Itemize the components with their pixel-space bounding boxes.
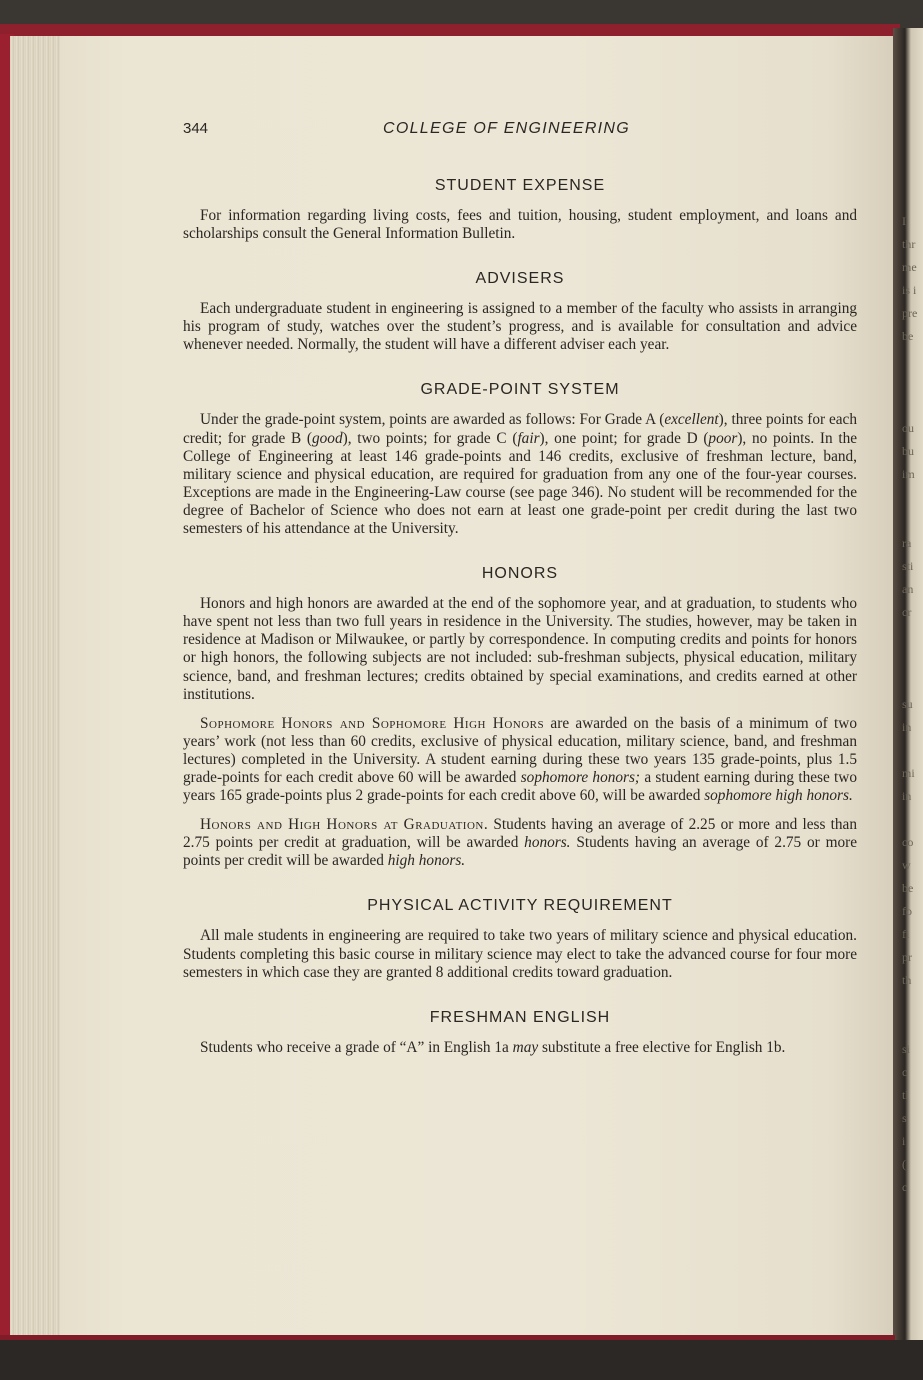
- student-expense-paragraph: For information regarding living costs, fees and tuition, housing, student employment, and loans and scholarships consult the General Information Bulletin.: [183, 207, 857, 243]
- graduation-honors-paragraph: Honors and High Honors at Graduation. Students having an average of 2.25 or more and less than 2.75 points per credit at graduation, will be awarded honors. Students having an average of 2.75 or more points per credit will be awarded high honors.: [183, 816, 858, 870]
- page-header: [183, 120, 857, 142]
- advisers-paragraph: Each undergraduate student in engineering is assigned to a member of the faculty who assists in arranging his program of study, watches over the student’s progress, and is available for consultation and advice whenever needed. Normally, the student will have a different adviser each year.: [183, 300, 857, 354]
- heading-honors: HONORS: [481, 565, 559, 583]
- heading-physical-activity: PHYSICAL ACTIVITY REQUIREMENT: [367, 897, 673, 915]
- page-content: [183, 120, 857, 1057]
- heading-advisers: ADVISERS: [475, 270, 565, 288]
- sophomore-honors-paragraph: Sophomore Honors and Sophomore High Honors are awarded on the basis of a minimum of two years’ work (not less than 60 credits, exclusive of physical education, military science, band, and freshman lectures) completed in the University. A student earning during these two years 135 grade-points, plus 1.5 grade-points for each credit above 60 will be awarded sophomore honors; a student earning during these two years 165 grade-points plus 2 grade-points for each credit above 60, will be awarded sophomore high honors.: [183, 714, 857, 805]
- bottom-shadow: [0, 1340, 923, 1380]
- facing-page-fragments: I thr me is i pre be ou bu im ra sti an cr su in mi in co w be fo fi pr th si c tl s i ( c: [902, 214, 918, 1194]
- page-number: 344: [183, 120, 209, 137]
- freshman-english-paragraph: Students who receive a grade of “A” in English 1a may substitute a free elective for English 1b.: [200, 1038, 786, 1056]
- running-head: COLLEGE OF ENGINEERING: [383, 120, 631, 137]
- heading-freshman-english: FRESHMAN ENGLISH: [429, 1008, 611, 1026]
- honors-intro-paragraph: Honors and high honors are awarded at the end of the sophomore year, and at graduation, to students who have spent not less than two full years in residence in the University. The studies, however, may be taken in residence at Madison or Milwaukee, or partly by correspondence. In computing credits and points for honors or high honors, the following subjects are not included: sub-freshman subjects, physical education, military science, band, and freshman lectures; credits obtained by special examinations, and credits earned at other institutions.: [183, 595, 857, 703]
- heading-grade-point-system: GRADE-POINT SYSTEM: [420, 381, 620, 399]
- heading-student-expense: STUDENT EXPENSE: [434, 177, 606, 194]
- physical-activity-paragraph: All male students in engineering are required to take two years of military science and physical education. Students completing this basic course in military science may elect to take the advanced course for four more semesters in which case they are granted 8 additional credits toward graduation.: [183, 927, 857, 981]
- grade-point-paragraph: Under the grade-point system, points are awarded as follows: For Grade A (excellent), three points for each credit; for grade B (good), two points; for grade C (fair), one point; for grade D (poor), no points. In the College of Engineering at least 146 grade-points and 146 credits, exclusive of freshman lecture, band, military science and physical education, are required for graduation from any one of the four-year courses. Exceptions are made in the Engineering-Law course (see page 346). No student will be recommended for the degree of Bachelor of Science who does not earn at least one grade-point per credit during the last two semesters of his attendance at the University.: [183, 411, 858, 538]
